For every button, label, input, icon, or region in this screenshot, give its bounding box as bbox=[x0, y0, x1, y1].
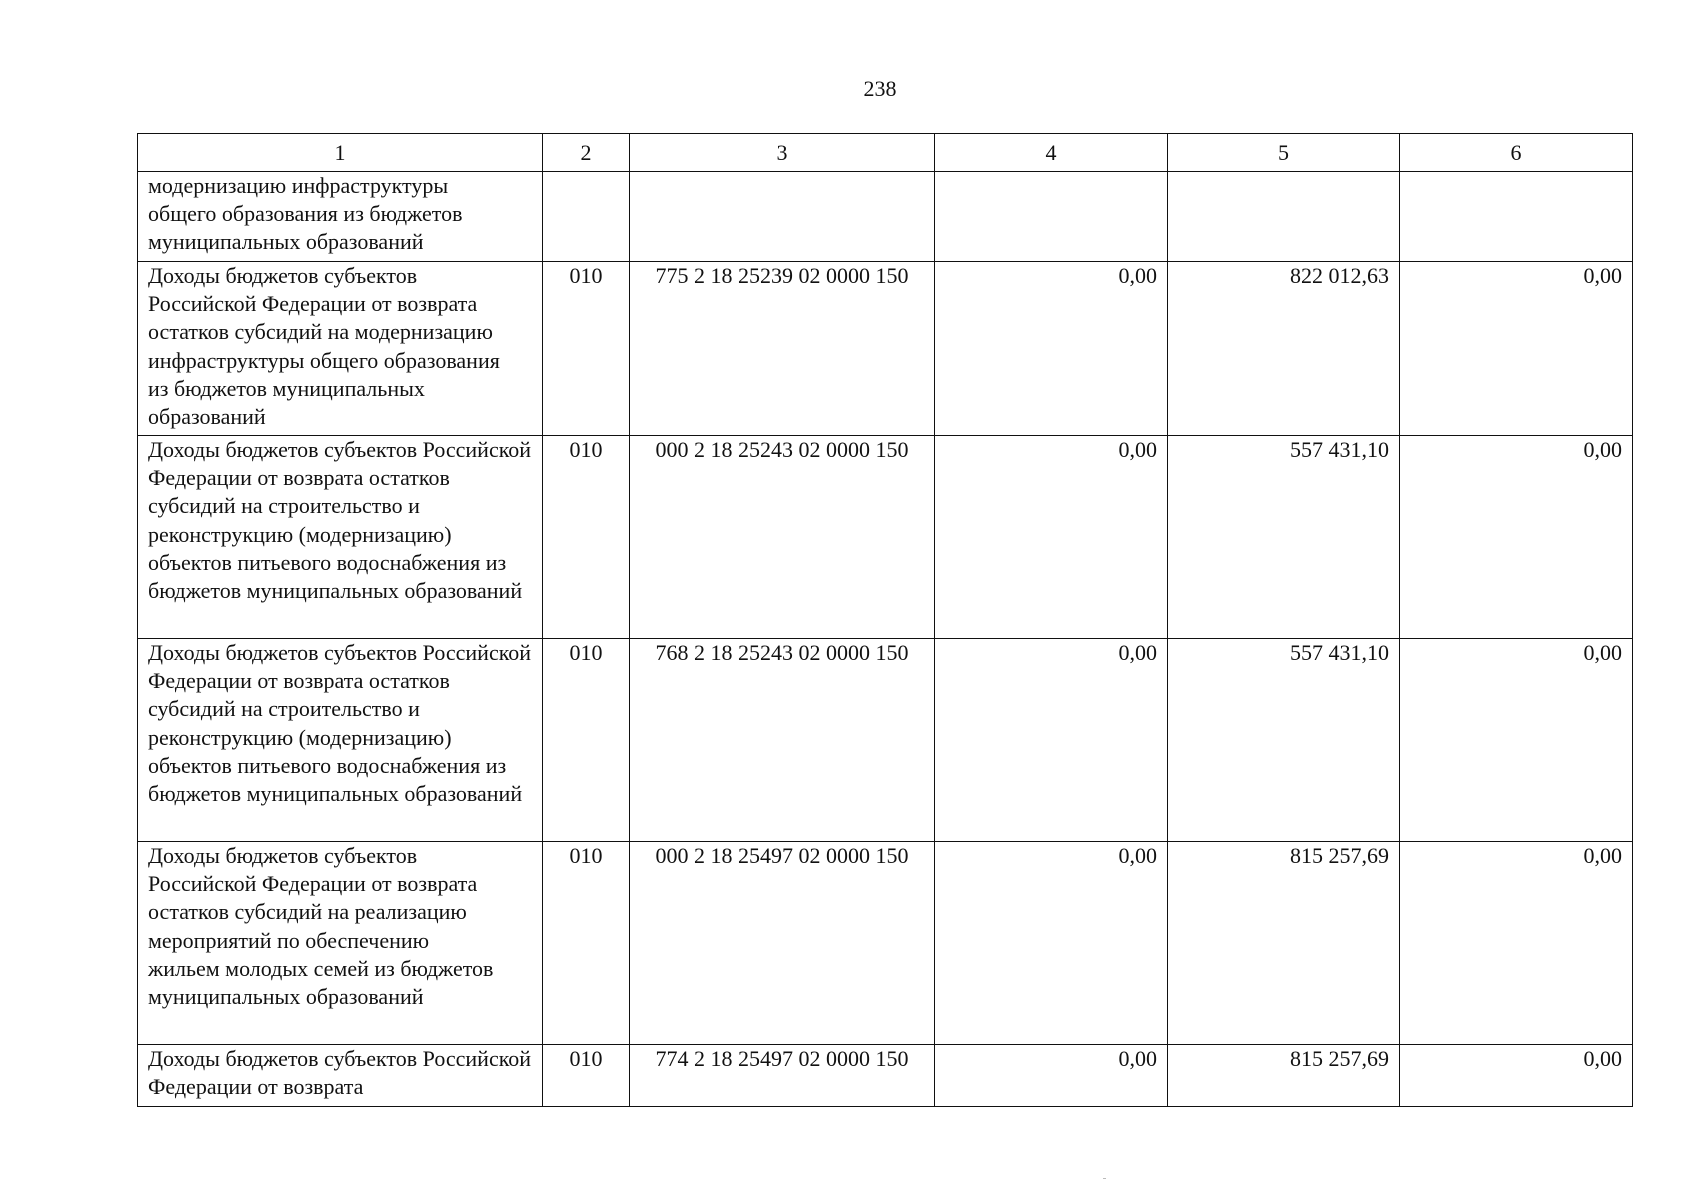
row-name-cell: Доходы бюджетов субъектов Российской Федерации от возврата остатков субсидий на строительство и реконструкцию (модернизацию) объектов питьевого водоснабжения из бюджетов муниципальных образований bbox=[138, 436, 543, 639]
row-col5-cell: 557 431,10 bbox=[1168, 639, 1400, 842]
budget-table bbox=[137, 133, 1633, 1107]
row-col4-cell: 0,00 bbox=[935, 842, 1168, 1045]
column-header-2: 2 bbox=[543, 134, 630, 172]
table-row bbox=[138, 842, 1633, 1045]
row-col4-cell: 0,00 bbox=[935, 262, 1168, 436]
row-code-cell bbox=[630, 172, 935, 262]
row-line-cell: 010 bbox=[543, 639, 630, 842]
row-col4-cell bbox=[935, 172, 1168, 262]
row-line-cell: 010 bbox=[543, 436, 630, 639]
row-col4-cell: 0,00 bbox=[935, 436, 1168, 639]
row-line-cell: 010 bbox=[543, 1045, 630, 1107]
page-number: 238 bbox=[863, 76, 897, 101]
row-col5-cell: 557 431,10 bbox=[1168, 436, 1400, 639]
row-name-cell: Доходы бюджетов субъектов Российской Федерации от возврата остатков субсидий на строительство и реконструкцию (модернизацию) объектов питьевого водоснабжения из бюджетов муниципальных образований bbox=[138, 639, 543, 842]
table-row bbox=[138, 436, 1633, 639]
column-header-4: 4 bbox=[935, 134, 1168, 172]
row-line-cell: 010 bbox=[543, 842, 630, 1045]
scan-speck bbox=[1103, 1178, 1106, 1179]
row-col6-cell: 0,00 bbox=[1400, 436, 1633, 639]
row-col4-cell: 0,00 bbox=[935, 639, 1168, 842]
row-col4-cell: 0,00 bbox=[935, 1045, 1168, 1107]
column-header-3: 3 bbox=[630, 134, 935, 172]
column-header-5: 5 bbox=[1168, 134, 1400, 172]
row-name-cell: Доходы бюджетов субъектов Российской Федерации от возврата остатков субсидий на реализацию мероприятий по обеспечению жильем молодых семей из бюджетов муниципальных образований bbox=[138, 842, 543, 1045]
table-row bbox=[138, 262, 1633, 436]
row-col5-cell: 815 257,69 bbox=[1168, 1045, 1400, 1107]
table-row bbox=[138, 172, 1633, 262]
row-name-cell: Доходы бюджетов субъектов Российской Федерации от возврата остатков субсидий на модернизацию инфраструктуры общего образования из бюджетов муниципальных образований bbox=[138, 262, 543, 436]
row-name-cell: модернизацию инфраструктуры общего образования из бюджетов муниципальных образований bbox=[138, 172, 543, 262]
row-code-cell: 775 2 18 25239 02 0000 150 bbox=[630, 262, 935, 436]
row-col6-cell: 0,00 bbox=[1400, 842, 1633, 1045]
row-code-cell: 000 2 18 25497 02 0000 150 bbox=[630, 842, 935, 1045]
row-name-cell: Доходы бюджетов субъектов Российской Федерации от возврата bbox=[138, 1045, 543, 1107]
row-code-cell: 774 2 18 25497 02 0000 150 bbox=[630, 1045, 935, 1107]
row-col6-cell bbox=[1400, 172, 1633, 262]
row-line-cell: 010 bbox=[543, 262, 630, 436]
row-col5-cell: 815 257,69 bbox=[1168, 842, 1400, 1045]
table-row bbox=[138, 1045, 1633, 1107]
row-col5-cell: 822 012,63 bbox=[1168, 262, 1400, 436]
table-row bbox=[138, 639, 1633, 842]
row-col6-cell: 0,00 bbox=[1400, 639, 1633, 842]
table-header-row bbox=[138, 134, 1633, 172]
row-line-cell bbox=[543, 172, 630, 262]
row-code-cell: 768 2 18 25243 02 0000 150 bbox=[630, 639, 935, 842]
row-col6-cell: 0,00 bbox=[1400, 1045, 1633, 1107]
column-header-1: 1 bbox=[138, 134, 543, 172]
column-header-6: 6 bbox=[1400, 134, 1633, 172]
row-code-cell: 000 2 18 25243 02 0000 150 bbox=[630, 436, 935, 639]
row-col5-cell bbox=[1168, 172, 1400, 262]
row-col6-cell: 0,00 bbox=[1400, 262, 1633, 436]
